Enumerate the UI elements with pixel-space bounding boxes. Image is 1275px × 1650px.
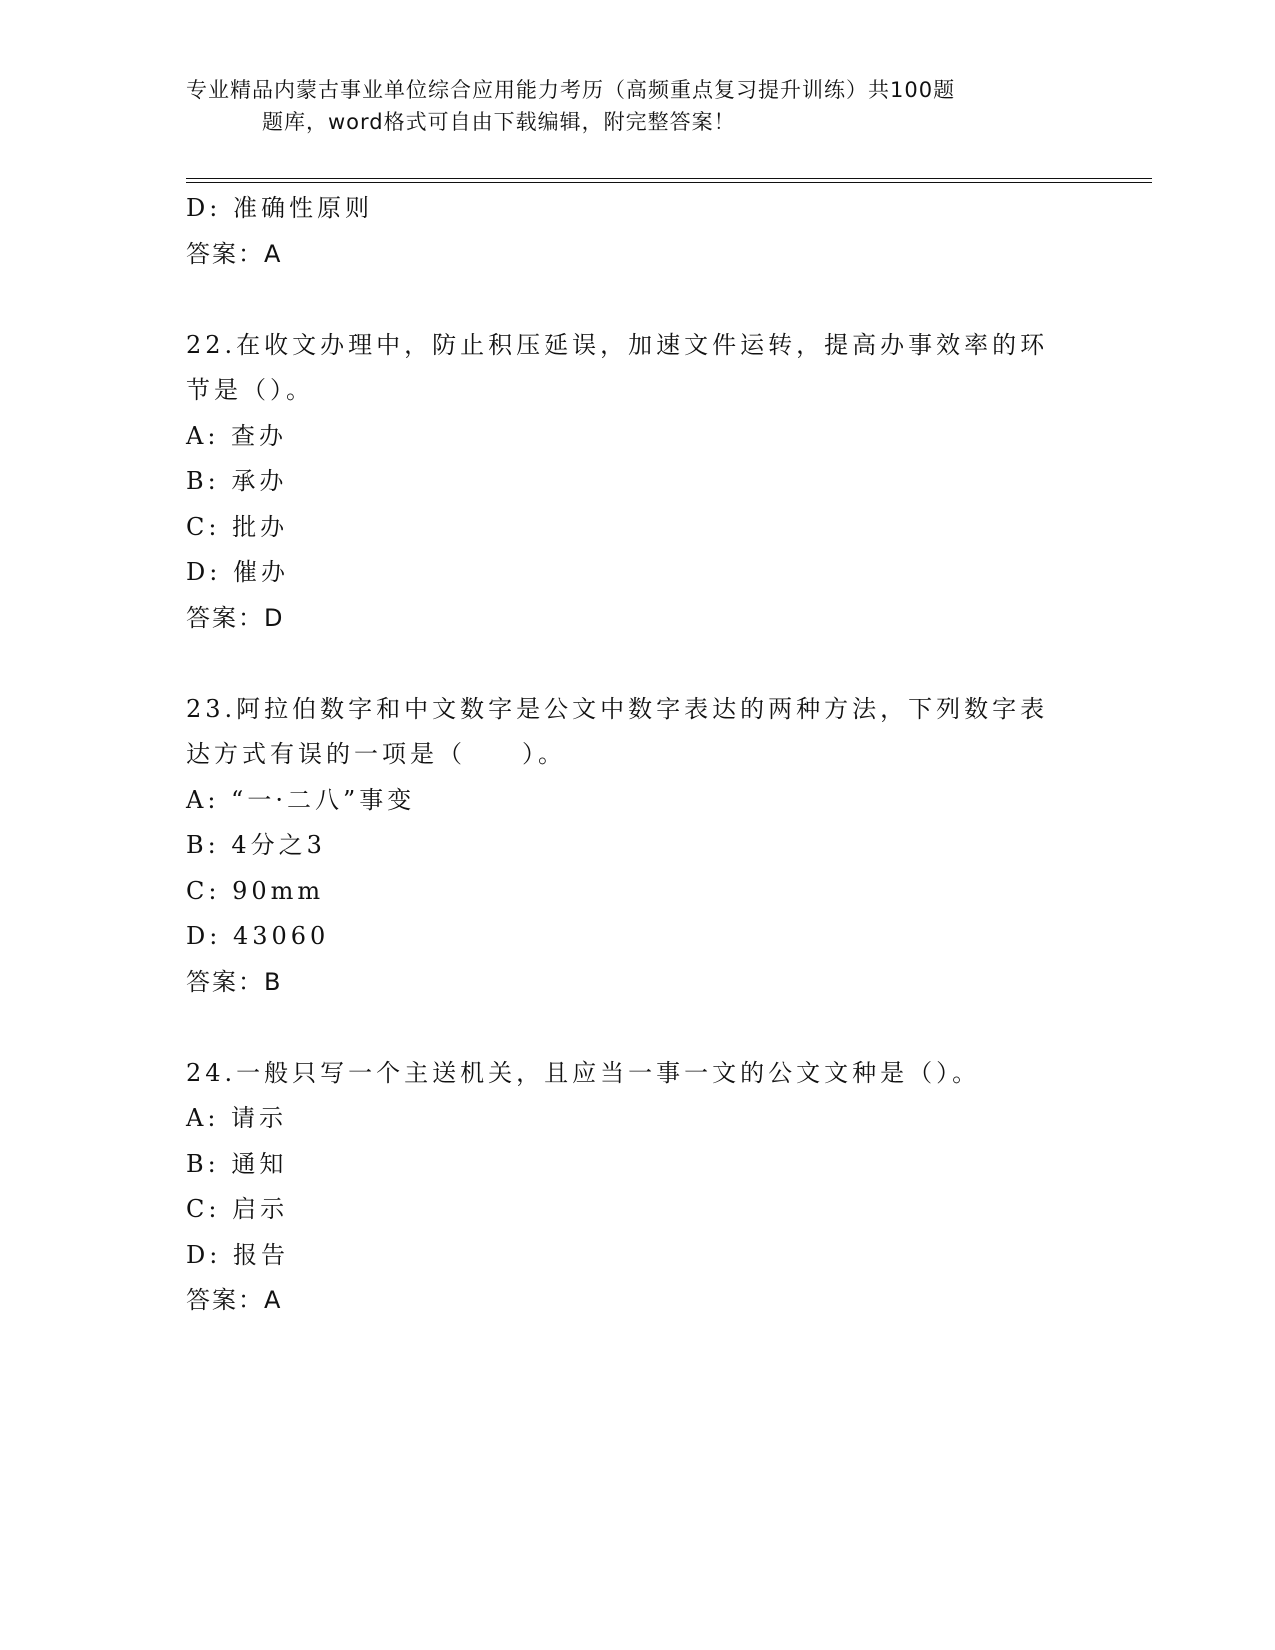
- question-list: [186, 186, 1086, 1324]
- option-c: C: 批办: [186, 512, 289, 541]
- spacer: [186, 277, 1086, 323]
- question-stem: 23.阿拉伯数字和中文数字是公文中数字表达的两种方法，下列数字表: [186, 694, 1049, 723]
- question-stem: 22.在收文办理中，防止积压延误，加速文件运转，提高办事效率的环: [186, 330, 1049, 359]
- question-23: [186, 687, 1086, 1006]
- option-d: D: 准确性原则: [186, 194, 373, 222]
- header-title-line2: 题库，word格式可自由下载编辑，附完整答案！: [262, 110, 736, 134]
- option-b: B: 承办: [186, 467, 288, 495]
- header-rule-top: [186, 178, 1152, 179]
- question-stem: 节是（）。: [186, 376, 314, 404]
- page-header: [186, 74, 1086, 138]
- question-22: [186, 323, 1086, 642]
- spacer: [186, 641, 1086, 687]
- spacer: [186, 1005, 1086, 1051]
- option-d: D: 43060: [186, 922, 330, 950]
- question-stem: 24.一般只写一个主送机关，且应当一事一文的公文文种是（）。: [186, 1058, 981, 1087]
- header-title-line1: 专业精品内蒙古事业单位综合应用能力考历（高频重点复习提升训练）共100题: [186, 78, 956, 102]
- header-rule-bottom: [186, 182, 1152, 183]
- option-a: A: “一·二八”事变: [186, 785, 416, 814]
- option-b: B: 通知: [186, 1149, 288, 1178]
- question-24: [186, 1051, 1086, 1324]
- answer-line: 答案：D: [186, 603, 285, 632]
- option-a: A: 请示: [186, 1104, 288, 1132]
- answer-line: 答案：A: [186, 1286, 283, 1314]
- question-stem: 达方式有误的一项是（ ）。: [186, 740, 566, 768]
- option-c: C: 启示: [186, 1195, 289, 1223]
- option-d: D: 报告: [186, 1240, 289, 1269]
- option-c: C: 90mm: [186, 876, 325, 905]
- option-b: B: 4分之3: [186, 831, 326, 859]
- answer-line: 答案：A: [186, 239, 283, 268]
- option-a: A: 查办: [186, 421, 288, 450]
- answer-line: 答案：B: [186, 967, 283, 996]
- option-d: D: 催办: [186, 558, 289, 586]
